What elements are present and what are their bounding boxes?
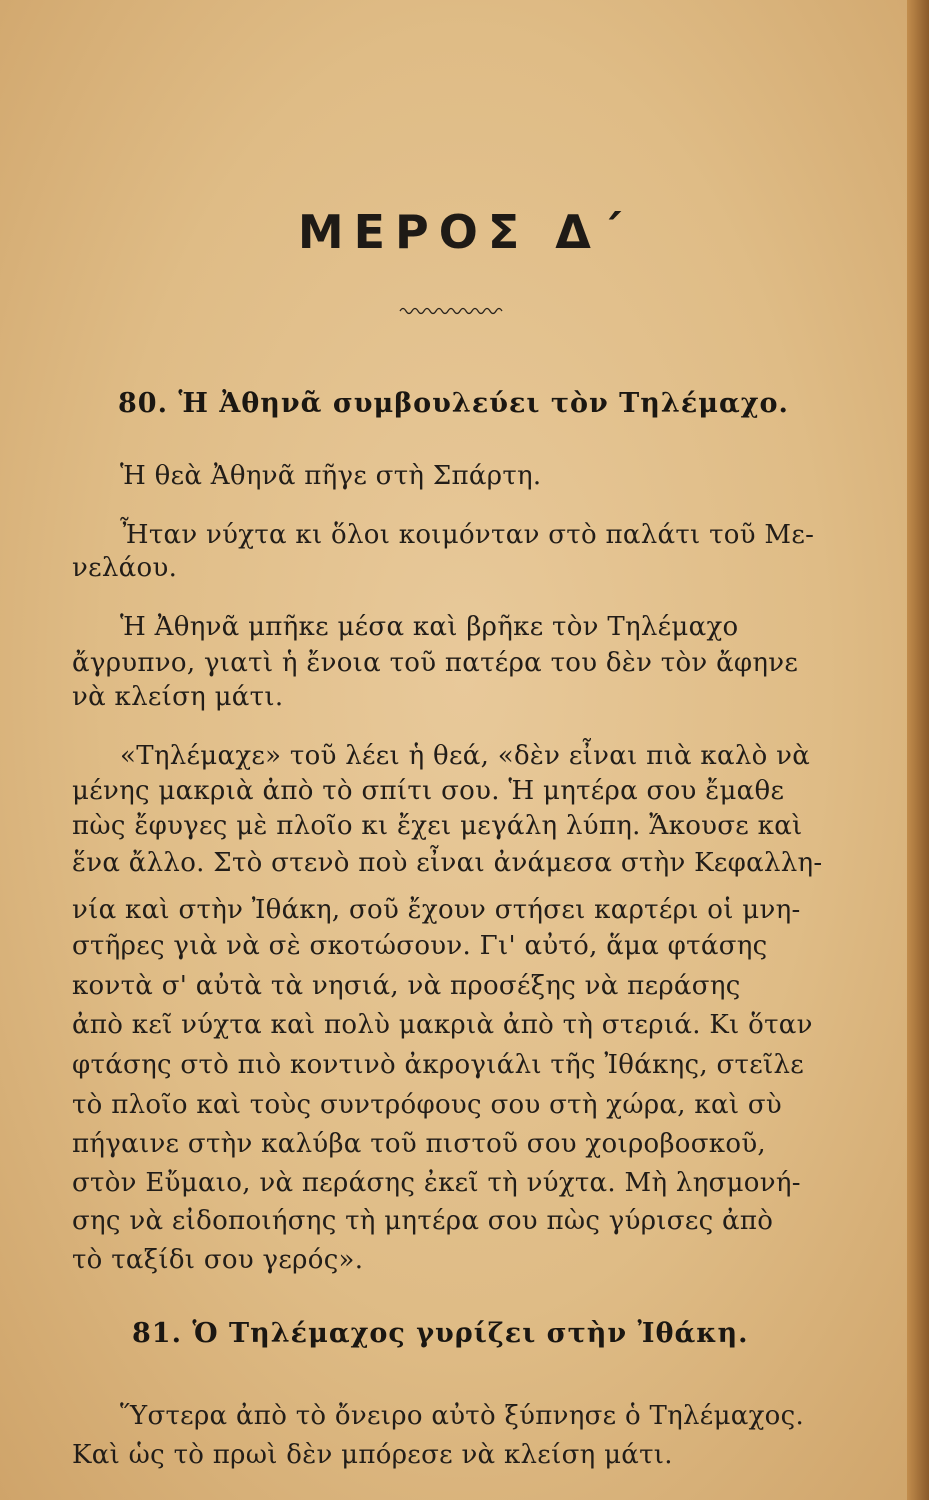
text-line: νελάου.: [72, 553, 178, 583]
text-line: σης νὰ εἰδοποιήσης τὴ μητέρα σου πὼς γύρισες ἀπὸ: [72, 1206, 774, 1236]
text-line: μένης μακριὰ ἀπὸ τὸ σπίτι σου. Ἡ μητέρα σου ἔμαθε: [72, 776, 785, 806]
text-line: ἕνα ἄλλο. Στὸ στενὸ ποὺ εἶναι ἀνάμεσα στὴν Κεφαλλη-: [72, 848, 823, 878]
text-line: πὼς ἔφυγες μὲ πλοῖο κι ἔχει μεγάλη λύπη. Ἄκουσε καὶ: [72, 811, 803, 841]
text-line: φτάσης στὸ πιὸ κοντινὸ ἀκρογιάλι τῆς Ἰθάκης, στεῖλε: [72, 1050, 805, 1080]
text-line: Ἦταν νύχτα κι ὅλοι κοιμόνταν στὸ παλάτι τοῦ Με-: [120, 520, 815, 550]
text-line: στῆρες γιὰ νὰ σὲ σκοτώσουν. Γι' αὐτό, ἅμα φτάσης: [72, 931, 768, 961]
part-title: ΜΕΡΟΣ Δ΄: [297, 205, 632, 259]
text-line: ἄγρυπνο, γιατὶ ἡ ἔνοια τοῦ πατέρα του δὲν τὸν ἄφηνε: [72, 648, 799, 678]
text-line: στὸν Εὔμαιο, νὰ περάσης ἐκεῖ τὴ νύχτα. Μὴ λησμονή-: [72, 1168, 801, 1198]
text-line: νὰ κλείση μάτι.: [72, 682, 284, 712]
text-line: ἀπὸ κεῖ νύχτα καὶ πολὺ μακριὰ ἀπὸ τὴ στεριά. Κι ὅταν: [72, 1010, 813, 1040]
text-line: τὸ πλοῖο καὶ τοὺς συντρόφους σου στὴ χώρα, καὶ σὺ: [72, 1090, 783, 1120]
text-line: «Τηλέμαχε» τοῦ λέει ἡ θεά, «δὲν εἶναι πιὰ καλὸ νὰ: [120, 741, 811, 771]
text-line: τὸ ταξίδι σου γερός».: [72, 1245, 364, 1275]
section-heading-80: 80. Ἡ Ἀθηνᾶ συμβουλεύει τὸν Τηλέμαχο.: [118, 388, 789, 419]
section-heading-81: 81. Ὁ Τηλέμαχος γυρίζει στὴν Ἰθάκη.: [132, 1318, 749, 1349]
text-line: πήγαινε στὴν καλύβα τοῦ πιστοῦ σου χοιροβοσκοῦ,: [72, 1129, 766, 1159]
text-line: Καὶ ὡς τὸ πρωὶ δὲν μπόρεσε νὰ κλείση μάτι.: [72, 1440, 673, 1470]
text-line: Ὕστερα ἀπὸ τὸ ὄνειρο αὐτὸ ξύπνησε ὁ Τηλέμαχος.: [120, 1401, 805, 1431]
text-line: νία καὶ στὴν Ἰθάκη, σοῦ ἔχουν στήσει καρτέρι οἱ μνη-: [72, 895, 801, 925]
text-line: κοντὰ σ' αὐτὰ τὰ νησιά, νὰ προσέξης νὰ περάσης: [72, 971, 741, 1001]
wavy-divider-ornament: [398, 303, 506, 319]
text-line: Ἡ Ἀθηνᾶ μπῆκε μέσα καὶ βρῆκε τὸν Τηλέμαχο: [120, 612, 739, 642]
text-line: Ἡ θεὰ Ἀθηνᾶ πῆγε στὴ Σπάρτη.: [120, 461, 542, 491]
